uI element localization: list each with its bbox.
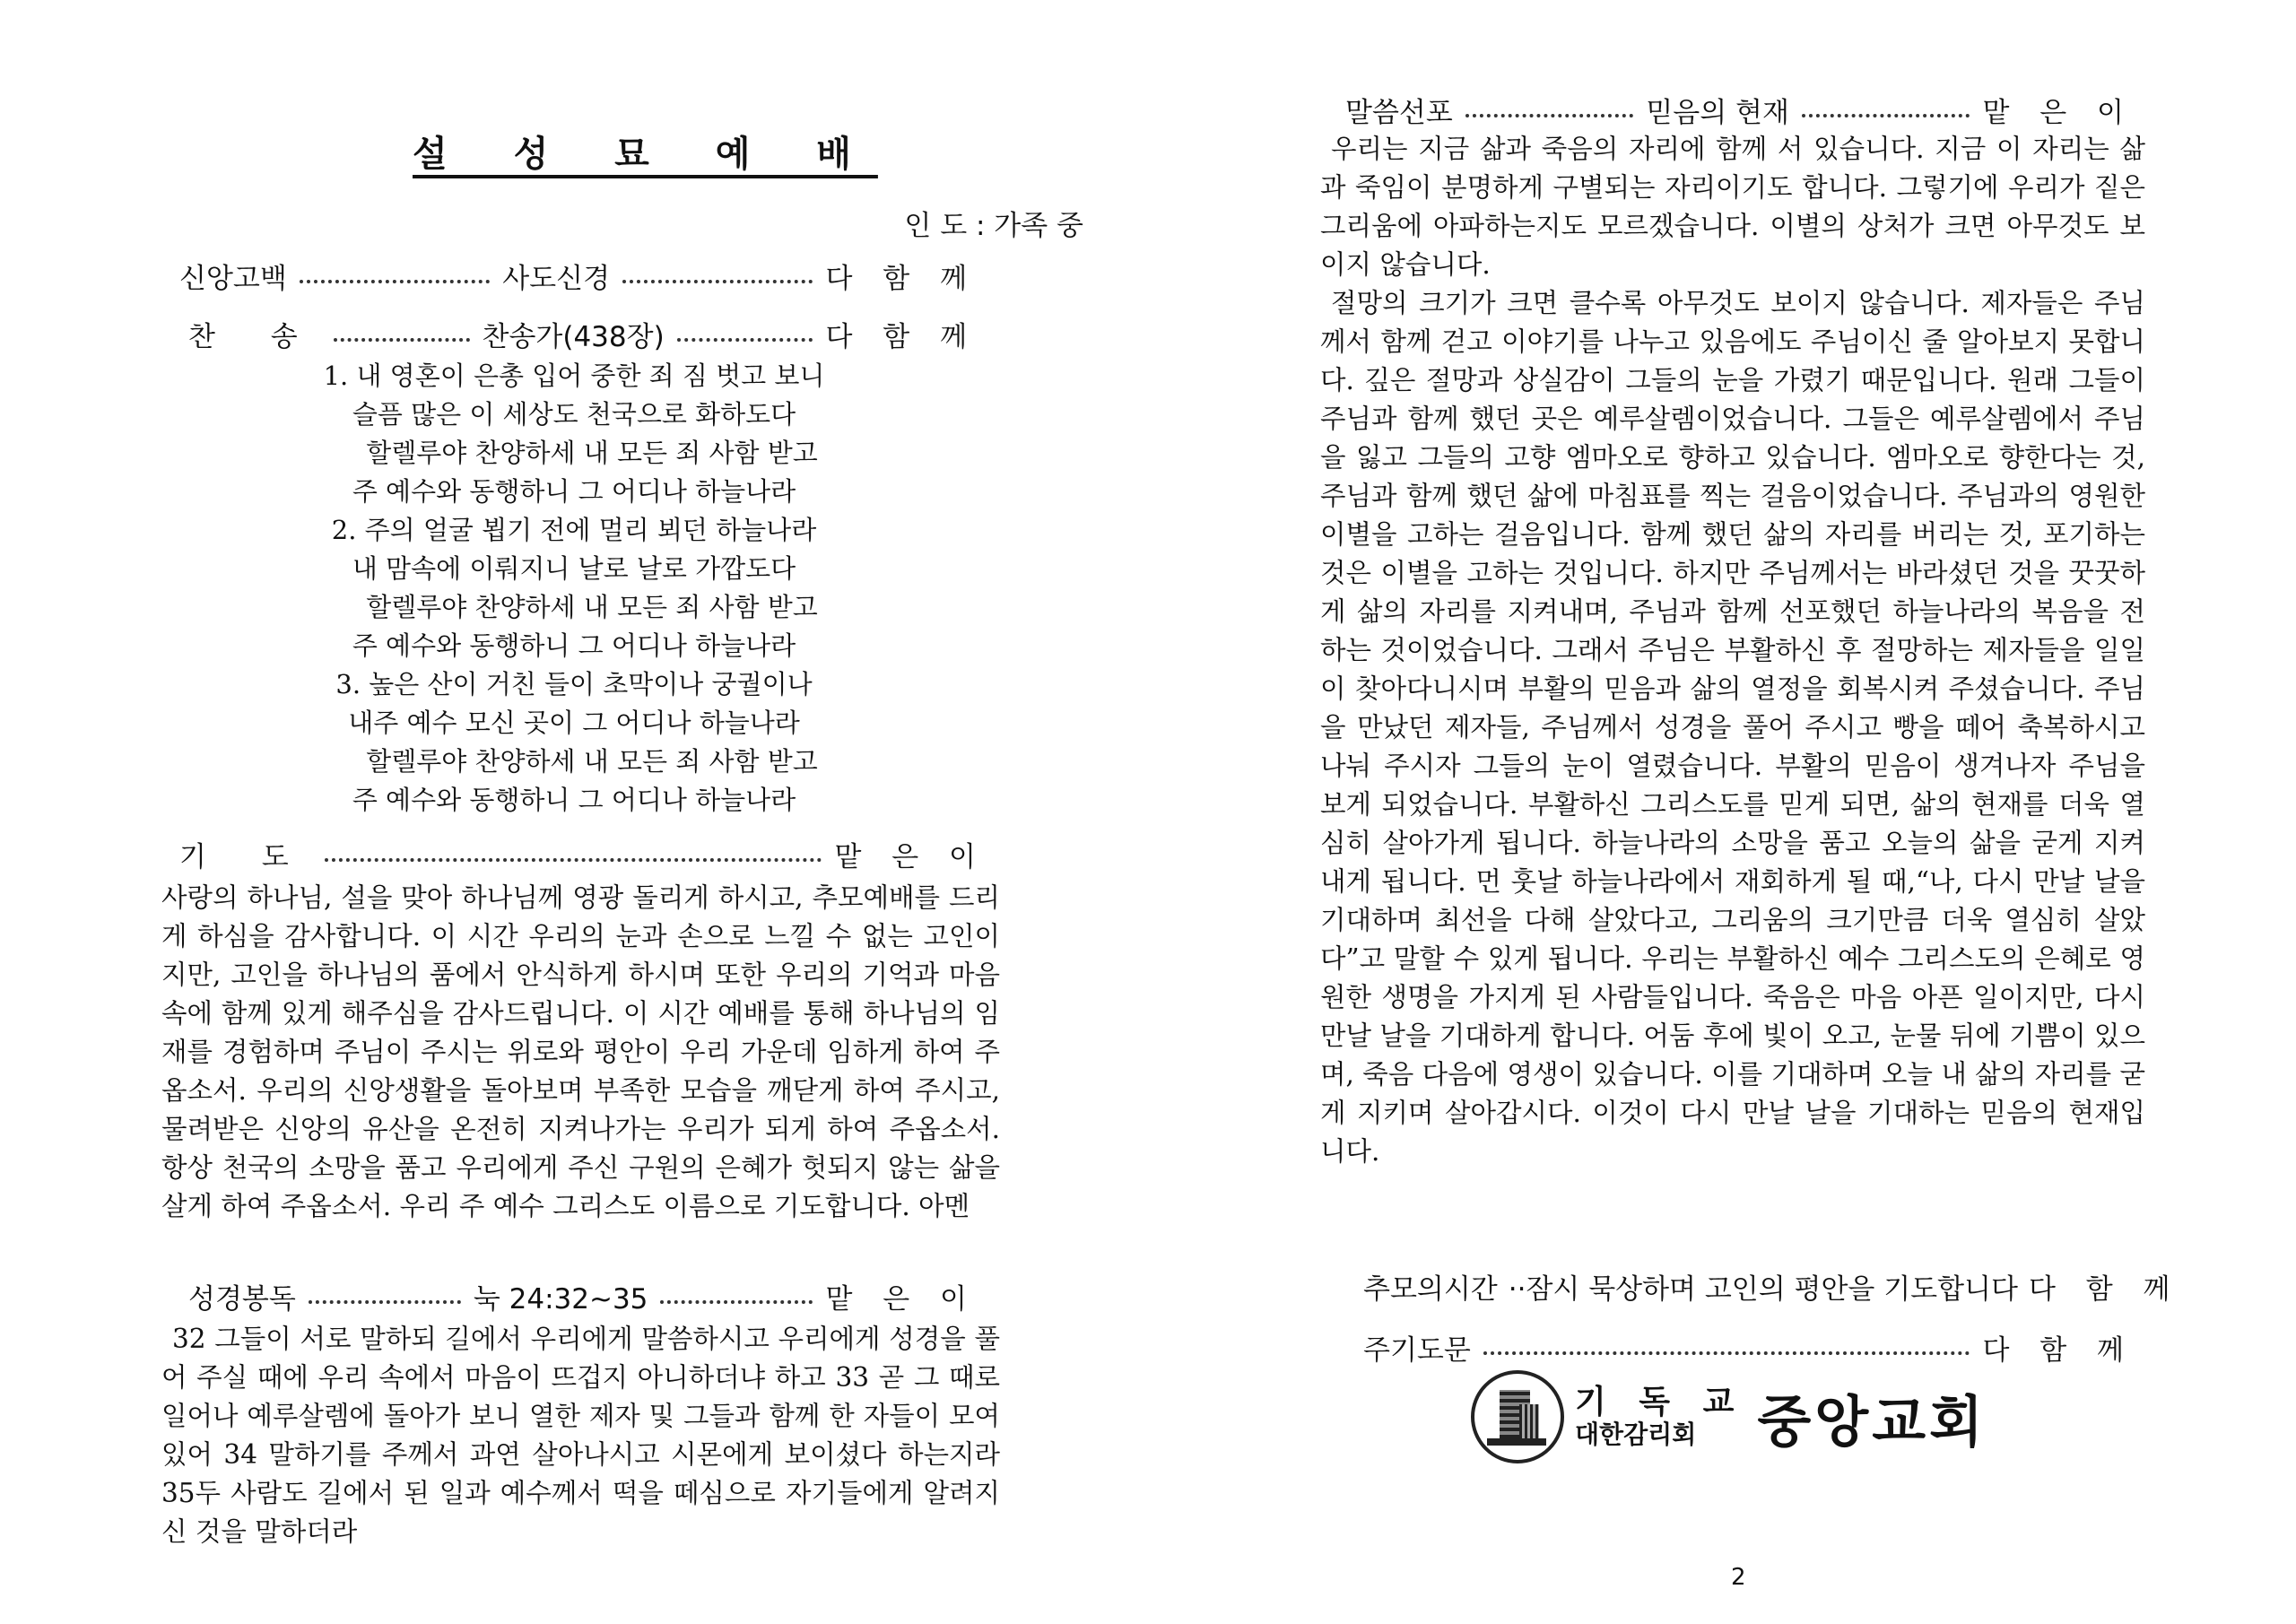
order-label: 말씀선포	[1345, 97, 1453, 129]
order-role: 맡 은 이	[1982, 97, 2135, 129]
order-role: 다 함 께	[825, 263, 978, 295]
hymn-line: 할렐루야 찬양하세 내 모든 죄 사함 받고	[366, 746, 818, 777]
dot-leader	[325, 858, 822, 862]
order-hymn	[188, 314, 978, 354]
order-role: 다 함 께	[825, 321, 978, 353]
order-creed	[179, 256, 978, 296]
dot-leader	[334, 338, 470, 342]
dot-leader	[677, 338, 813, 342]
hymn-line: 할렐루야 찬양하세 내 모든 죄 사함 받고	[366, 438, 818, 468]
order-label: 찬 송	[188, 321, 321, 353]
hymn-line: 할렐루야 찬양하세 내 모든 죄 사함 받고	[366, 592, 818, 622]
order-lords-prayer	[1363, 1327, 2135, 1368]
dot-leader	[309, 1300, 461, 1304]
order-label: 추모의시간	[1363, 1273, 1498, 1306]
dot-leader	[1802, 114, 1970, 117]
hymn-line: 슬픔 많은 이 세상도 천국으로 화하도다	[352, 399, 796, 430]
order-scripture	[188, 1276, 978, 1316]
hymn-line: 주 예수와 동행하니 그 어디나 하늘나라	[352, 476, 796, 507]
hymn-line: 주 예수와 동행하니 그 어디나 하늘나라	[352, 785, 796, 815]
order-label: 기 도	[179, 841, 312, 873]
logo-subtitle: 대한감리회	[1575, 1420, 1697, 1449]
sermon-paragraph: 우리는 지금 삶과 죽음의 자리에 함께 서 있습니다. 지금 이 자리는 삶과 죽임이 분명하게 구별되는 자리이기도 합니다. 그렇기에 우리가 짙은 그리움에 아파하는지도 모르겠습니다. 이별의 상처가 크면 아무것도 보이지 않습니다.	[1320, 134, 2145, 280]
hymn-line: 1. 내 영혼이 은총 입어 중한 죄 짐 벗고 보니	[323, 360, 825, 391]
order-sermon	[1345, 90, 2135, 130]
hymn-lyrics	[0, 357, 1148, 820]
logo-church-name: 중앙교회	[1757, 1388, 1987, 1455]
order-content: ··잠시 묵상하며 고인의 평안을 기도합니다	[1508, 1273, 2018, 1306]
order-label: 신앙고백	[179, 263, 287, 295]
dot-leader	[300, 280, 490, 283]
order-content: 눅 24:32~35	[473, 1283, 648, 1316]
hymn-line: 주 예수와 동행하니 그 어디나 하늘나라	[352, 630, 796, 661]
sermon-paragraph: 절망의 크기가 크면 클수록 아무것도 보이지 않습니다. 제자들은 주님께서 함께 걷고 이야기를 나누고 있음에도 주님이신 줄 알아보지 못합니다. 깊은 절망과 상실감이 그들의 눈을 가렸기 때문입니다. 원래 그들이 주님과 함께 했던 곳은 예루살렘이었습니다. 그들은 예루살렘에서 주님을 잃고 그들의 고향 엠마오로 향하고 있습니다. 엠마오로 향한다는 것, 주님과 함께 했던 삶에 마침표를 찍는 걸음이었습니다. 주님과의 영원한 이별을 고하는 걸음입니다. 함께 했던 삶의 자리를 버리는 것, 포기하는 것은 이별을 고하는 것입니다. 하지만 주님께서는 바라셨던 것을 꿋꿋하게 삶의 자리를 지켜내며, 주님과 함께 선포했던 하늘나라의 복음을 전하는 것이었습니다. 그래서 주님은 부활하신 후 절망하는 제자들을 일일이 찾아다니시며 부활의 믿음과 삶의 열정을 회복시켜 주셨습니다. 주님을 만났던 제자들, 주님께서 성경을 풀어 주시고 빵을 떼어 축복하시고 나눠 주시자 그들의 눈이 열렸습니다. 부활의 믿음이 생겨나자 주님을 보게 되었습니다. 부활하신 그리스도를 믿게 되면, 삶의 현재를 더욱 열심히 살아가게 됩니다. 하늘나라의 소망을 품고 오늘의 삶을 굳게 지켜내게 됩니다. 먼 훗날 하늘나라에서 재회하게 될 때,“나, 다시 만날 날을 기대하며 최선을 다해 살았다고, 그리움의 크기만큼 더욱 열심히 살았다”고 말할 수 있게 됩니다. 우리는 부활하신 예수 그리스도의 은혜로 영원한 생명을 가지게 된 사람들입니다. 죽음은 마음 아픈 일이지만, 다시 만날 날을 기대하게 합니다. 어둠 후에 빛이 오고, 눈물 뒤에 기쁨이 있으며, 죽음 다음에 영생이 있습니다. 이를 기대하며 오늘 내 삶의 자리를 굳게 지키며 살아갑시다. 이것이 다시 만날 날을 기대하는 믿음의 현재입니다.	[1320, 288, 2145, 1167]
order-memorial	[1363, 1266, 2181, 1307]
order-content: 믿음의 현재	[1646, 97, 1789, 129]
order-role: 맡 은 이	[834, 841, 987, 873]
order-content: 사도신경	[502, 263, 611, 295]
dot-leader	[622, 280, 813, 283]
order-role: 맡 은 이	[825, 1283, 978, 1316]
order-label: 성경봉독	[188, 1283, 296, 1316]
order-role: 다 함 께	[2028, 1273, 2181, 1306]
order-content: 찬송가(438장)	[482, 321, 665, 353]
church-logo	[1471, 1372, 2009, 1462]
order-role: 다 함 께	[1982, 1334, 2135, 1367]
dot-leader	[660, 1300, 813, 1304]
service-title: 설 성 묘 예 배	[413, 133, 878, 175]
dot-leader	[1483, 1351, 1970, 1355]
logo-denomination: 기 독 교	[1575, 1384, 1745, 1420]
hymn-line: 내 맘속에 이뤄지니 날로 날로 가깝도다	[352, 553, 796, 584]
church-seal-icon	[1471, 1370, 1564, 1463]
officiant: 인 도 : 가족 중	[904, 210, 1083, 242]
order-label: 주기도문	[1363, 1334, 1471, 1367]
hymn-line: 2. 주의 얼굴 뵙기 전에 멀리 뵈던 하늘나라	[331, 515, 817, 545]
hymn-line: 3. 높은 산이 거친 들이 초막이나 궁궐이나	[335, 669, 813, 699]
prayer-text: 사랑의 하나님, 설을 맞아 하나님께 영광 돌리게 하시고, 추모예배를 드리게 하심을 감사합니다. 이 시간 우리의 눈과 손으로 느낄 수 없는 고인이지만, 고인을 하나님의 품에서 안식하게 하시며 또한 우리의 기억과 마음속에 함께 있게 해주심을 감사드립니다. 이 시간 예배를 통해 하나님의 임재를 경험하며 주님이 주시는 위로와 평안이 우리 가운데 임하게 하여 주옵소서. 우리의 신앙생활을 돌아보며 부족한 모습을 깨닫게 하여 주시고, 물려받은 신앙의 유산을 온전히 지켜나가는 우리가 되게 하여 주옵소서. 항상 천국의 소망을 품고 우리에게 주신 구원의 은혜가 헛되지 않는 삶을 살게 하여 주옵소서. 우리 주 예수 그리스도 이름으로 기도합니다. 아멘	[161, 882, 1000, 1221]
page-number: 2	[1731, 1564, 1746, 1591]
dot-leader	[1465, 114, 1634, 117]
scripture-text: 32 그들이 서로 말하되 길에서 우리에게 말씀하시고 우리에게 성경을 풀어 주실 때에 우리 속에서 마음이 뜨겁지 아니하더냐 하고 33 곧 그 때로 일어나 예루살렘에 돌아가 보니 열한 제자 및 그들과 함께 한 자들이 모여 있어 34 말하기를 주께서 과연 살아나시고 시몬에게 보이셨다 하는지라 35두 사람도 길에서 된 일과 예수께서 떡을 떼심으로 자기들에게 알려지신 것을 말하더라	[161, 1324, 1000, 1547]
hymn-line: 내주 예수 모신 곳이 그 어디나 하늘나라	[348, 708, 800, 738]
order-prayer	[179, 834, 987, 874]
